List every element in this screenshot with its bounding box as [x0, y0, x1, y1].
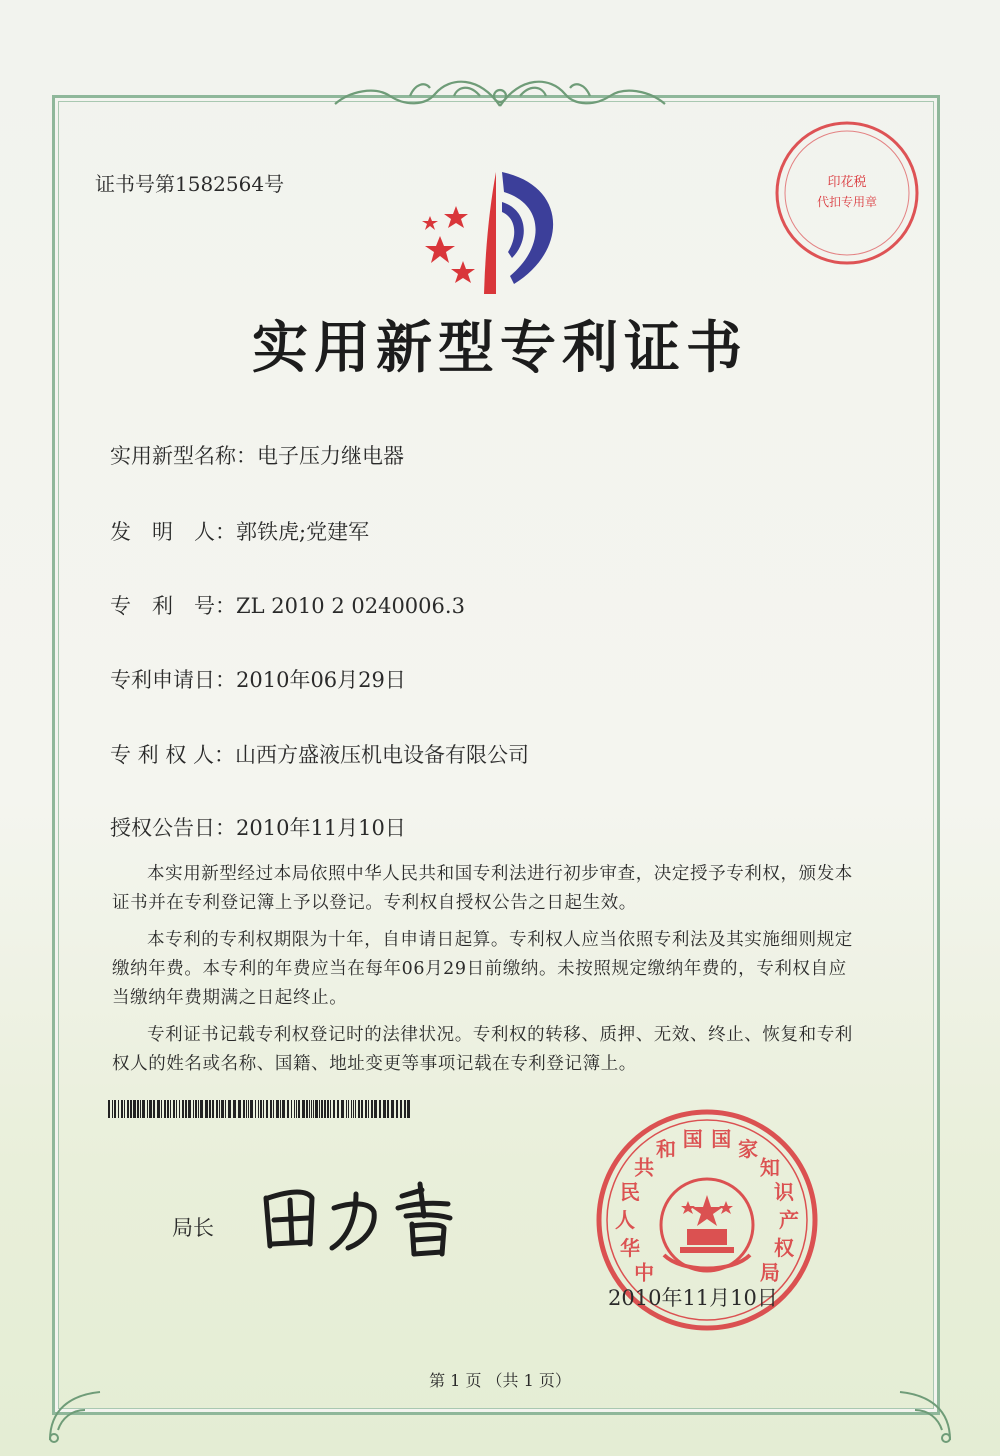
tax-seal [772, 118, 922, 268]
barcode [108, 1100, 410, 1118]
certificate-title: 实用新型专利证书 [252, 315, 748, 381]
body-paragraph: 本专利的专利权期限为十年，自申请日起算。专利权人应当依照专利法及其实施细则规定缴纳年费。本专利的年费应当在每年06月29日前缴纳。未按照规定缴纳年费的，专利权自应当缴纳年费期满之日起终止。 [112, 930, 853, 1008]
svg-text:印花税: 印花税 [827, 175, 867, 190]
svg-text:代扣专用章: 代扣专用章 [816, 195, 878, 209]
field-value: 电子压力继电器 [257, 444, 404, 468]
field-value: 山西方盛液压机电设备有限公司 [235, 743, 530, 767]
field-label: 专 利 号： [110, 594, 236, 618]
field-label: 专 利 权 人： [110, 743, 236, 767]
field-patentee [110, 739, 529, 769]
field-label: 授权公告日： [110, 816, 236, 840]
patent-office-logo-icon [418, 166, 573, 296]
body-paragraph: 本实用新型经过本局依照中华人民共和国专利法进行初步审查，决定授予专利权，颁发本证书并在专利登记簿上予以登记。专利权自授权公告之日起生效。 [112, 864, 853, 913]
field-value: ZL 2010 2 0240006.3 [236, 594, 465, 618]
field-patent-number [110, 590, 465, 620]
field-label: 专利申请日： [110, 668, 236, 692]
field-utility-model-name [110, 440, 404, 470]
signature-date: 2010年11月10日 [608, 1286, 778, 1310]
field-value: 2010年06月29日 [236, 668, 406, 692]
certificate-body [112, 860, 862, 1087]
svg-text:中华人民共和国国家知识产权局: 中华人民共和 国 国 家知识产权局 [615, 1127, 799, 1285]
field-value: 2010年11月10日 [236, 816, 406, 840]
field-application-date [110, 664, 406, 694]
field-label: 实用新型名称： [110, 444, 257, 468]
field-inventor [110, 516, 369, 546]
director-signature [252, 1168, 472, 1258]
field-label: 发 明 人： [110, 520, 236, 544]
field-grant-date [110, 812, 406, 842]
body-paragraph: 专利证书记载专利权登记时的法律状况。专利权的转移、质押、无效、终止、恢复和专利权人的姓名或名称、国籍、地址变更等事项记载在专利登记簿上。 [112, 1025, 853, 1074]
page-indicator: 第 1 页 （共 1 页） [429, 1371, 571, 1390]
certificate-number: 证书号第1582564号 [95, 172, 285, 196]
director-label: 局长 [172, 1216, 214, 1240]
field-value: 郭铁虎;党建军 [236, 520, 370, 544]
top-ornament [330, 66, 670, 126]
